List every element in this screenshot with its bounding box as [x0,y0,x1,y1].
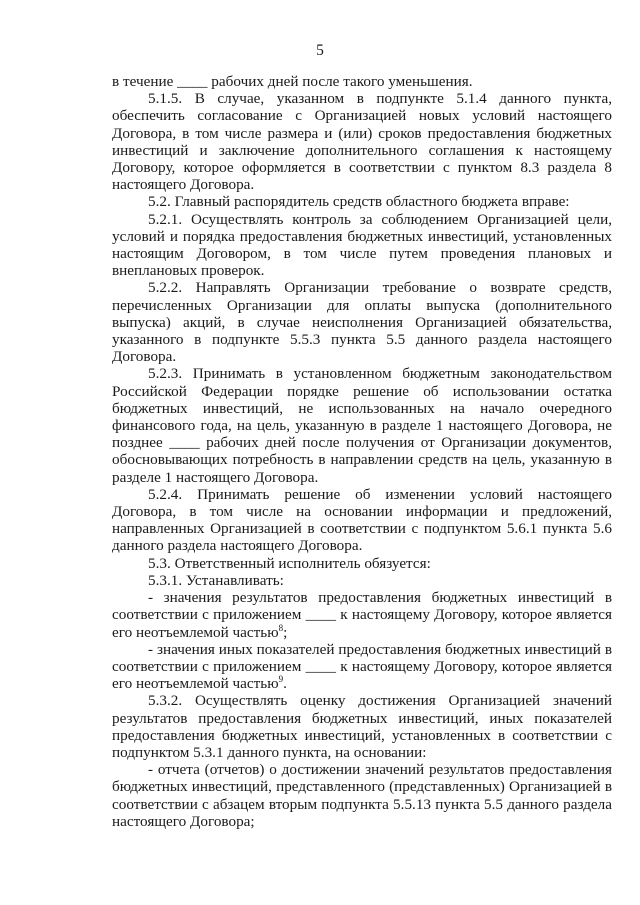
paragraph-5-2-4: 5.2.4. Принимать решение об изменении условий настоящего Договора, в том числе на основании информации и предложений, направленных Организацией в соответствии с подпунктом 5.6.1 пункта 5.6 данного раздела настоящего Договора. [112,485,612,555]
paragraph-5-2-1: 5.2.1. Осуществлять контроль за соблюдением Организацией цели, условий и порядка предоставления бюджетных инвестиций, установленных настоящим Договором, в том числе путем проведения плановых и внеплановых проверок. [112,210,612,280]
paragraph-text: - значения иных показателей предоставления бюджетных инвестиций в соответствии с приложением ____ к настоящему Договору, которое является его неотъемлемой частью [112,640,612,693]
paragraph-5-3-2: 5.3.2. Осуществлять оценку достижения Организацией значений результатов предоставления бюджетных инвестиций, иных показателей предоставления бюджетных инвестиций, установленных в соответствии с подпунктом 5.3.1 данного пункта, на основании: [112,692,612,761]
paragraph-end-punct: . [283,675,287,693]
paragraph-5-3: 5.3. Ответственный исполнитель обязуется: [148,554,431,572]
paragraph-report: - отчета (отчетов) о достижении значений результатов предоставления бюджетных инвестиций, представленного (представленных) Организацией в соответствии с абзацем вторым подпункта 5.5.13 пункта 5.5 данного раздела настоящего Договора; [112,761,612,830]
footnote-ref-8: 8 [278,622,284,633]
paragraph-text: - значения результатов предоставления бюджетных инвестиций в соответствии с приложением ____ к настоящему Договору, которое является его неотъемлемой частью [112,589,612,641]
paragraph-5-2-2: 5.2.2. Направлять Организации требование о возврате средств, перечисленных Организации для оплаты выпуска (дополнительного выпуска) акций, в случае неисполнения Организацией обязательства, указанного в подпункте 5.5.3 пункта 5.5 данного раздела настоящего Договора. [112,279,612,366]
paragraph-continuation: в течение ____ рабочих дней после такого уменьшения. [112,73,473,90]
paragraph-5-1-5: 5.1.5. В случае, указанном в подпункте 5.1.4 данного пункта, обеспечить согласование с Организацией новых условий настоящего Договора, в том числе размера и (или) сроков предоставления бюджетных инвестиций и заключение дополнительного соглашения к настоящему Договору, которое оформляется в соответствии с пунктом 8.3 раздела 8 настоящего Договора. [112,90,612,194]
paragraph-5-3-1: 5.3.1. Устанавливать: [148,571,284,589]
paragraph-5-2-3: 5.2.3. Принимать в установленном бюджетным законодательством Российской Федерации порядке решение об использовании остатка бюджетных инвестиций, не использованных на начало очередного финансового года, на цель, указанную в разделе 1 настоящего Договора, не позднее ____ рабочих дней после получения от Организации документов, обосновывающих потребность в направлении средств на цель, указанную в разделе 1 настоящего Договора. [112,365,612,486]
footnote-ref-9: 9 [278,674,284,685]
document-body [112,73,612,830]
paragraph-end-punct: ; [283,623,288,641]
paragraph-5-2: 5.2. Главный распорядитель средств областного бюджета вправе: [148,193,570,211]
paragraph-results-values [112,589,612,641]
paragraph-other-indicators [112,641,612,693]
page-number: 5 [316,42,324,59]
